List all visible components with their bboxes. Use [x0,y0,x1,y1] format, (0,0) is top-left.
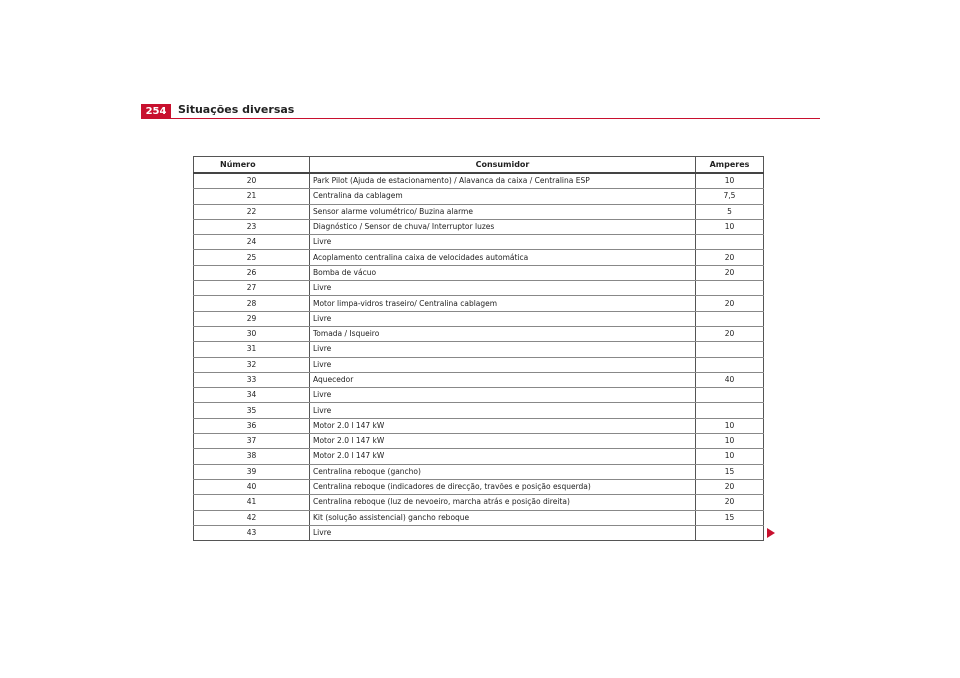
amperes-cell: 40 [696,372,764,387]
table-row [194,219,764,234]
table-row [194,418,764,433]
fuse-number-cell: 22 [194,204,310,219]
table-row [194,495,764,510]
consumer-cell: Livre [310,235,696,250]
table-row [194,479,764,494]
amperes-cell [696,525,764,540]
consumer-cell: Tomada / Isqueiro [310,326,696,341]
consumer-cell: Livre [310,311,696,326]
fuse-number-cell: 26 [194,265,310,280]
fuse-table-body [194,173,764,541]
amperes-cell: 15 [696,464,764,479]
consumer-cell: Centralina da cablagem [310,189,696,204]
table-row [194,326,764,341]
column-header-number: Número [194,157,310,174]
consumer-cell: Livre [310,357,696,372]
consumer-cell: Sensor alarme volumétrico/ Buzina alarme [310,204,696,219]
table-row [194,189,764,204]
table-row [194,342,764,357]
consumer-cell: Livre [310,525,696,540]
consumer-cell: Acoplamento centralina caixa de velocidades automática [310,250,696,265]
amperes-cell: 10 [696,449,764,464]
amperes-cell [696,235,764,250]
table-row [194,235,764,250]
consumer-cell: Kit (solução assistencial) gancho reboque [310,510,696,525]
table-header-row [194,157,764,174]
fuse-number-cell: 38 [194,449,310,464]
consumer-cell: Bomba de vácuo [310,265,696,280]
amperes-cell: 10 [696,434,764,449]
consumer-cell: Motor 2.0 l 147 kW [310,449,696,464]
table-row [194,403,764,418]
header-divider [141,118,820,119]
fuse-number-cell: 43 [194,525,310,540]
table-row [194,250,764,265]
amperes-cell [696,357,764,372]
page-number: 254 [141,104,171,118]
table-row [194,525,764,540]
fuse-number-cell: 42 [194,510,310,525]
table-row [194,464,764,479]
fuse-number-cell: 33 [194,372,310,387]
table-row [194,434,764,449]
arrow-right-icon [767,528,775,538]
fuse-number-cell: 41 [194,495,310,510]
amperes-cell: 15 [696,510,764,525]
amperes-cell: 20 [696,250,764,265]
table-row [194,372,764,387]
fuse-number-cell: 32 [194,357,310,372]
fuse-number-cell: 20 [194,173,310,189]
consumer-cell: Livre [310,388,696,403]
amperes-cell: 5 [696,204,764,219]
table-row [194,311,764,326]
consumer-cell: Motor 2.0 l 147 kW [310,418,696,433]
consumer-cell: Motor limpa-vidros traseiro/ Centralina cablagem [310,296,696,311]
fuse-number-cell: 28 [194,296,310,311]
fuse-number-cell: 35 [194,403,310,418]
page-title: Situações diversas [178,103,295,116]
fuse-number-cell: 40 [194,479,310,494]
fuse-number-cell: 23 [194,219,310,234]
fuse-number-cell: 25 [194,250,310,265]
fuse-number-cell: 30 [194,326,310,341]
consumer-cell: Centralina reboque (indicadores de direcção, travões e posição esquerda) [310,479,696,494]
consumer-cell: Centralina reboque (gancho) [310,464,696,479]
table-row [194,265,764,280]
amperes-cell: 20 [696,495,764,510]
table-row [194,357,764,372]
amperes-cell [696,281,764,296]
table-row [194,449,764,464]
fuse-number-cell: 36 [194,418,310,433]
amperes-cell: 20 [696,479,764,494]
amperes-cell: 20 [696,265,764,280]
amperes-cell: 10 [696,219,764,234]
consumer-cell: Park Pilot (Ajuda de estacionamento) / Alavanca da caixa / Centralina ESP [310,173,696,189]
amperes-cell [696,342,764,357]
consumer-cell: Aquecedor [310,372,696,387]
table-row [194,388,764,403]
table-row [194,281,764,296]
fuse-number-cell: 31 [194,342,310,357]
consumer-cell: Livre [310,342,696,357]
column-header-consumer: Consumidor [310,157,696,174]
fuse-number-cell: 27 [194,281,310,296]
fuse-number-cell: 24 [194,235,310,250]
amperes-cell [696,388,764,403]
consumer-cell: Motor 2.0 l 147 kW [310,434,696,449]
fuse-table [193,156,764,541]
amperes-cell: 7,5 [696,189,764,204]
table-row [194,296,764,311]
table-row [194,173,764,189]
fuse-number-cell: 29 [194,311,310,326]
consumer-cell: Livre [310,281,696,296]
table-row [194,204,764,219]
amperes-cell: 20 [696,296,764,311]
consumer-cell: Livre [310,403,696,418]
amperes-cell: 20 [696,326,764,341]
consumer-cell: Centralina reboque (luz de nevoeiro, marcha atrás e posição direita) [310,495,696,510]
fuse-number-cell: 34 [194,388,310,403]
fuse-number-cell: 21 [194,189,310,204]
fuse-number-cell: 39 [194,464,310,479]
amperes-cell: 10 [696,418,764,433]
amperes-cell [696,311,764,326]
amperes-cell: 10 [696,173,764,189]
fuse-number-cell: 37 [194,434,310,449]
amperes-cell [696,403,764,418]
consumer-cell: Diagnóstico / Sensor de chuva/ Interruptor luzes [310,219,696,234]
column-header-amperes: Amperes [696,157,764,174]
table-row [194,510,764,525]
